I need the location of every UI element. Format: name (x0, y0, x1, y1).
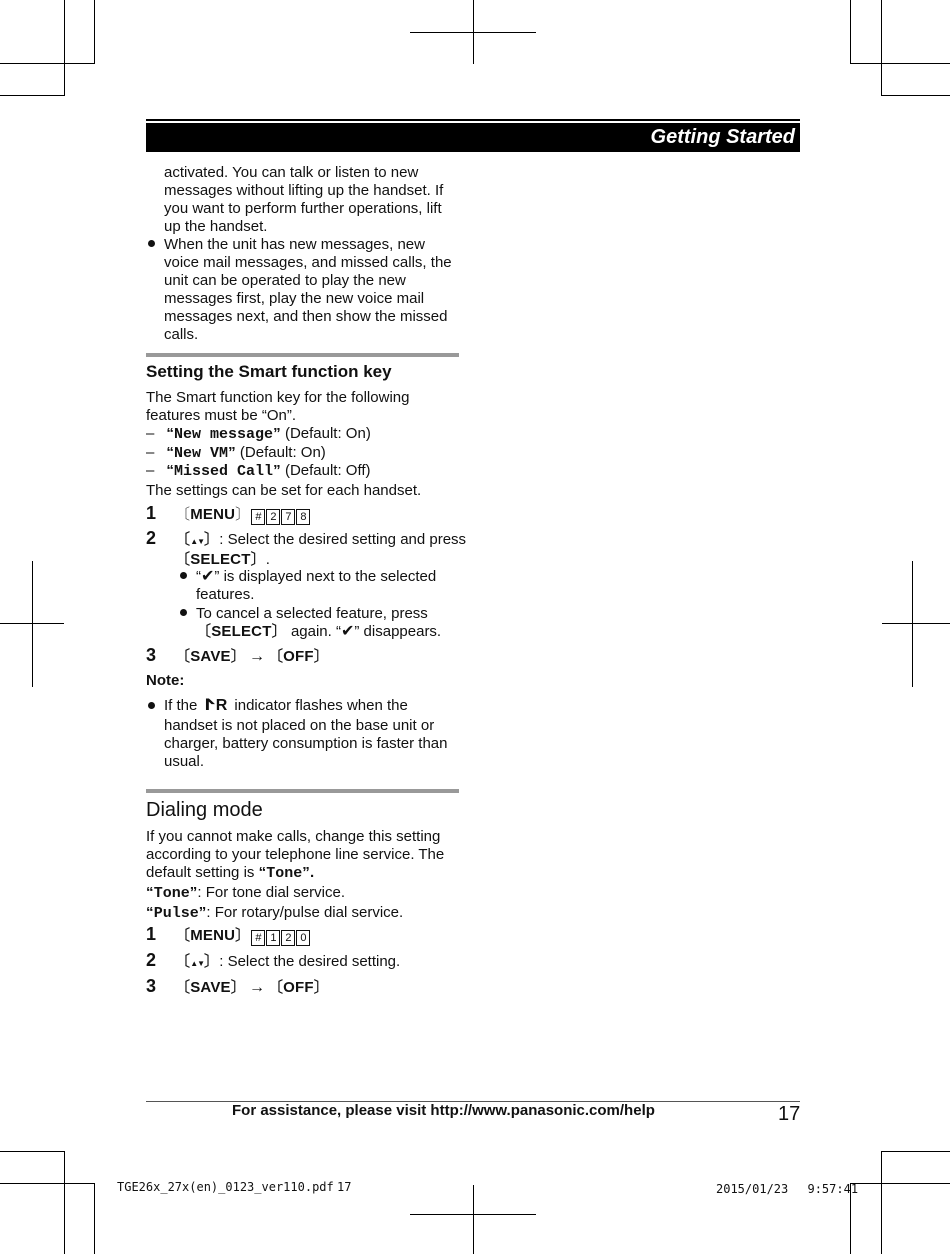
dialing-step-1: 〔MENU〕 # 1 2 0 (175, 927, 310, 946)
step-3: 〔SAVE〕 → 〔OFF〕 (175, 648, 329, 665)
timestamp: 2015/01/23 9:57:41 (716, 1182, 859, 1196)
check-mark-icon: ✔ (340, 623, 355, 640)
step-number: 2 (146, 528, 157, 548)
dialing-text: If you cannot make calls, change this setting according to your telephone line service. The default setting is “Tone”. “Tone”: For tone dial service. “Pulse”: For rotary/pulse dial service. (146, 828, 445, 922)
step-number: 1 (146, 924, 157, 944)
bullet (180, 609, 187, 616)
settings-note: The settings can be set for each handset. (146, 482, 422, 499)
arrow-right-icon: → (248, 648, 265, 665)
step-number: 3 (146, 645, 157, 665)
dialing-heading: Dialing mode (146, 799, 263, 821)
step-2-sub-2: To cancel a selected feature, press 〔SELECT〕 again. “✔” disappears. (196, 605, 442, 640)
smart-key-heading: Setting the Smart function key (146, 362, 392, 381)
section-divider (146, 789, 459, 793)
section-divider (146, 353, 459, 357)
step-number: 2 (146, 950, 157, 970)
file-name: TGE26x_27x(en)_0123_ver110.pdf (117, 1180, 334, 1194)
section-title: Getting Started (650, 126, 795, 148)
bullet (180, 572, 187, 579)
feature-item: – “New message” (Default: On) (146, 425, 371, 443)
feature-list (146, 425, 371, 481)
nav-key-icon: ▲▼ (190, 537, 205, 546)
feature-item: – “New VM” (Default: On) (146, 443, 326, 462)
dialing-step-2: 〔▲▼〕: Select the desired setting. (175, 953, 401, 970)
file-page: 17 (337, 1180, 352, 1194)
note-text: If the ⵤR indicator flashes when the handset is not placed on the base unit or charger, battery consumption is faster than usual. (164, 697, 448, 770)
page-number: 17 (778, 1103, 801, 1125)
intro-continued: activated. You can talk or listen to new messages without lifting up the handset. If you want to perform further operations, lift up the handset. (164, 164, 444, 235)
assistance-link[interactable]: For assistance, please visit http://www.panasonic.com/help (232, 1102, 655, 1119)
smart-key-intro: The Smart function key for the following features must be “On”. (146, 389, 410, 424)
feature-item: – “Missed Call” (Default: Off) (146, 462, 371, 480)
bullet (148, 702, 155, 709)
dialing-step-3: 〔SAVE〕 → 〔OFF〕 (175, 979, 329, 996)
step-1: 〔MENU〕 # 2 7 8 (175, 506, 310, 525)
note-label: Note: (146, 672, 185, 689)
check-mark-icon: ✔ (201, 568, 215, 585)
bullet (148, 240, 155, 247)
step-2-sub-1: “✔” is displayed next to the selected features. (196, 568, 437, 603)
arrow-right-icon: → (248, 979, 265, 996)
step-number: 1 (146, 503, 157, 523)
intro-bullet-text: When the unit has new messages, new voice mail messages, and missed calls, the unit can be operated to play the new messages first, play the new voice mail messages next, and then show the missed calls. (164, 236, 452, 343)
no-signal-indicator-icon: ⵤR (204, 697, 228, 714)
step-number: 3 (146, 976, 157, 996)
step-2: 〔▲▼〕: Select the desired setting and press 〔SELECT〕. (175, 531, 467, 568)
nav-key-icon: ▲▼ (190, 959, 205, 968)
